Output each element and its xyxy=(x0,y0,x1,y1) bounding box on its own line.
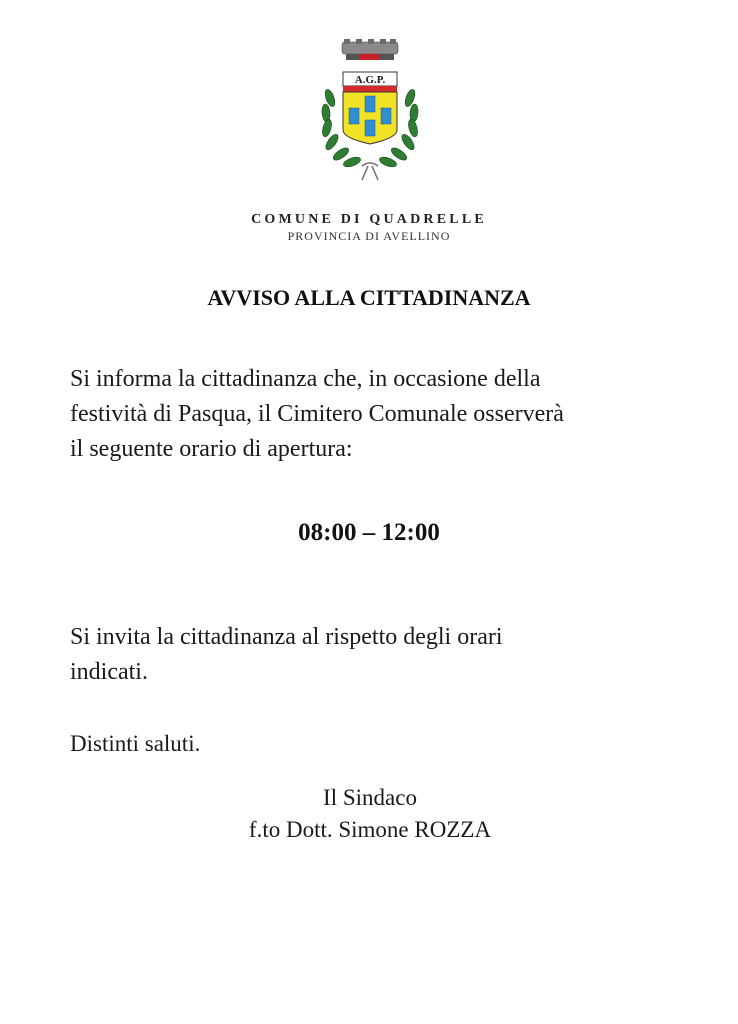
signature-name: f.to Dott. Simone ROZZA xyxy=(248,817,492,842)
province-name: PROVINCIA DI AVELLINO xyxy=(287,229,451,243)
crest-initials: A.G.P. xyxy=(354,74,386,86)
signature-role: Il Sindaco xyxy=(323,785,417,810)
municipality-name: COMUNE DI QUADRELLE xyxy=(251,212,487,227)
paragraph-line: Si invita la cittadinanza al rispetto degli orari xyxy=(70,624,503,650)
paragraph-line: Si informa la cittadinanza che, in occasione della xyxy=(70,366,541,392)
notice-paragraph-1 xyxy=(70,362,690,467)
paragraph-line: festività di Pasqua, il Cimitero Comunale osserverà xyxy=(70,401,564,427)
opening-hours: 08:00 – 12:00 xyxy=(298,519,440,546)
closing-salutation: Distinti saluti. xyxy=(70,731,201,756)
municipal-coat-of-arms-icon xyxy=(316,38,424,184)
paragraph-line: il seguente orario di apertura: xyxy=(70,436,353,462)
paragraph-line: indicati. xyxy=(70,659,148,685)
signature-block xyxy=(228,782,512,846)
notice-title: AVVISO ALLA CITTADINANZA xyxy=(207,285,531,310)
notice-paragraph-2 xyxy=(70,620,690,690)
